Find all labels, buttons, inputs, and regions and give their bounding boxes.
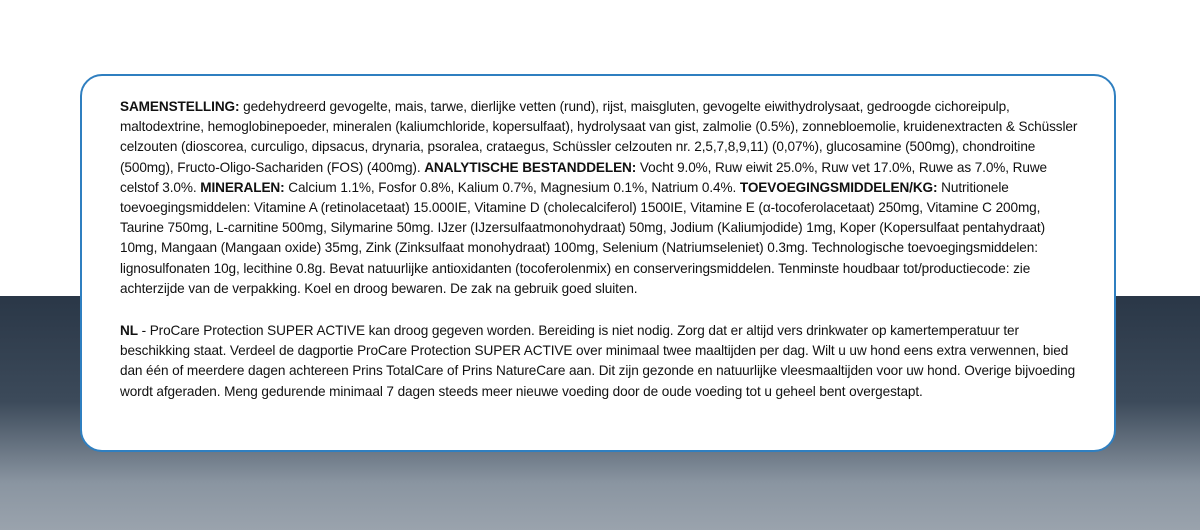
instructions-text: - ProCare Protection SUPER ACTIVE kan droog gegeven worden. Bereiding is niet nodig. Zorg dat er altijd vers drinkwater op kamertemperatuur ter beschikking staat. Verdeel de dagportie ProCare Protection SUPER ACTIVE over minimaal twee maaltijden per dag. Wilt u uw hond eens extra verwennen, bied dan één of meerdere dagen achtereen Prins TotalCare of Prins NatureCare aan. Dit zijn gezonde en natuurlijke vleesmaaltijden voor uw hond. Overige bijvoeding wordt afgeraden. Meng gedurende minimaal 7 dagen steeds meer nieuwe voeding door de oude voeding tot u geheel bent overgestapt.	[120, 323, 1076, 399]
composition-text: gedehydreerd gevogelte, mais, tarwe, dierlijke vetten (rund), rijst, maisgluten, gevogelte eiwithydrolysaat, gedroogde cichoreipulp, maltodextrine, hemoglobinepoeder, mineralen (kaliumchloride, kopersulfaat), hydrolysaat van gist, zalmolie (0.5%), zonnebloemolie, kruidenextracten & Schüssler celzouten (dioscorea, curculigo, dipsacus, drynaria, psoralea, crataegus, Schüssler celzouten nr. 2,5,7,8,9,11) (0,07%), glucosamine (500mg), chondroitine (500mg), Fructo-Oligo-Sachariden (FOS) (400mg).	[120, 99, 1078, 175]
composition-label: SAMENSTELLING:	[120, 99, 240, 114]
additives-text: Nutritionele toevoegingsmiddelen: Vitamine A (retinolacetaat) 15.000IE, Vitamine D (cholecalciferol) 1500IE, Vitamine E (α-tocoferolacetaat) 250mg, Vitamine C 200mg, Taurine 750mg, L-carnitine 500mg, Silymarine 50mg. IJzer (IJzersulfaatmonohydraat) 50mg, Jodium (Kaliumjodide) 1mg, Koper (Kopersulfaat pentahydraat) 10mg, Mangaan (Mangaan oxide) 35mg, Zink (Zinksulfaat monohydraat) 100mg, Selenium (Natriumseleniet) 0.3mg. Technologische toevoegingsmiddelen: lignosulfonaten 10g, lecithine 0.8g. Bevat natuurlijke antioxidanten (tocoferolenmix) en conserveringsmiddelen. Tenminste houdbaar tot/productiecode: zie achterzijde van de verpakking. Koel en droog bewaren. De zak na gebruik goed sluiten.	[120, 179, 1046, 296]
label-text-card	[80, 74, 1116, 452]
analytical-text: Vocht 9.0%, Ruw eiwit 25.0%, Ruw vet 17.0%, Ruwe as 7.0%, Ruwe celstof 3.0%.	[120, 159, 1047, 195]
instructions-paragraph	[120, 321, 1078, 402]
minerals-label: MINERALEN:	[200, 179, 285, 195]
analytical-label: ANALYTISCHE BESTANDDELEN:	[424, 159, 637, 175]
additives-label: TOEVOEGINGSMIDDELEN/KG:	[739, 179, 938, 195]
composition-paragraph	[120, 97, 1078, 299]
instructions-label: NL	[120, 323, 138, 339]
minerals-text: Calcium 1.1%, Fosfor 0.8%, Kalium 0.7%, Magnesium 0.1%, Natrium 0.4%.	[288, 179, 737, 195]
